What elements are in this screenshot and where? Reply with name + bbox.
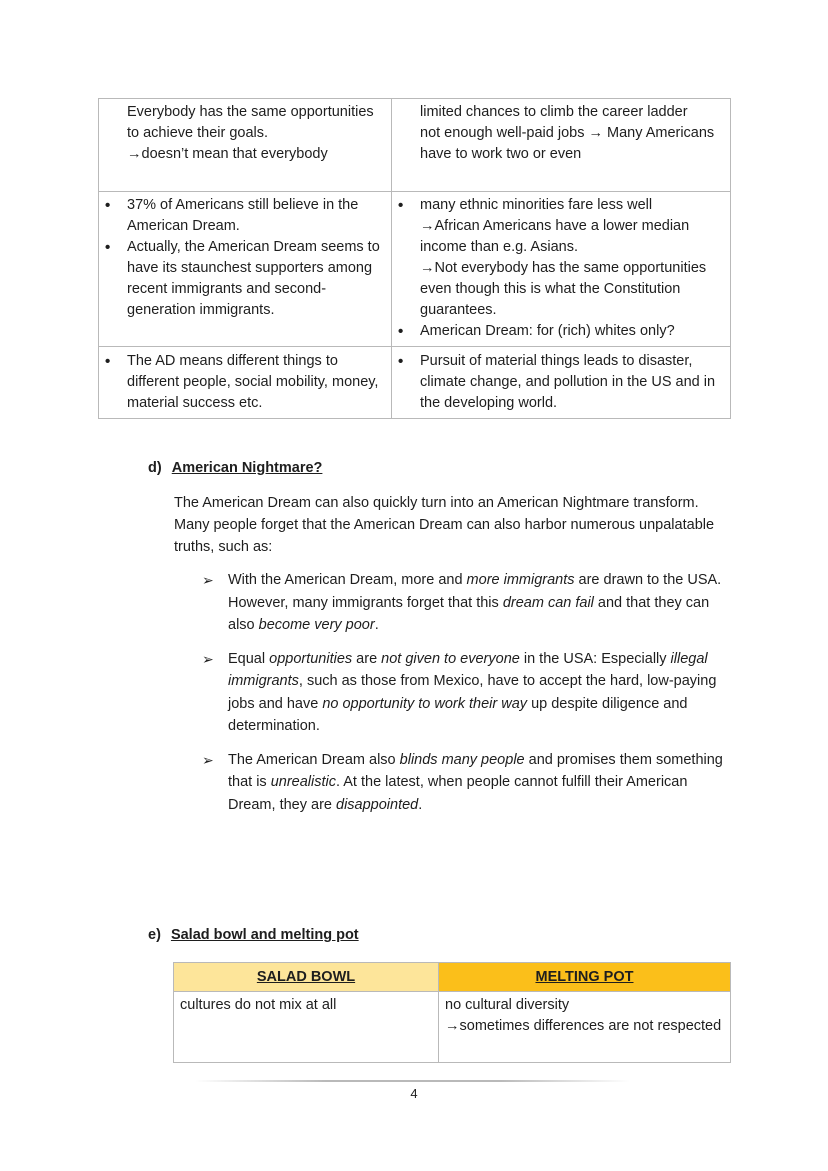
table-row: [99, 99, 731, 192]
bullet-item: • many ethnic minorities fare less well →African Americans have a lower median income than e.g. Asians. →Not everybody has the same opportunities even though this is what the Constitution guarantees.: [420, 195, 722, 321]
section-d-intro: The American Dream can also quickly turn into an American Nightmare transform. Many people forget that the American Dream can also harbor numerous unpalatable truths, such as:: [174, 495, 715, 555]
table-row: [99, 192, 731, 347]
table-row: [99, 347, 731, 419]
american-dream-table: [98, 98, 731, 419]
arrow-bullet-icon: ➢: [202, 751, 214, 768]
bullet-item: • Pursuit of material things leads to disaster, climate change, and pollution in the US and in the developing world.: [420, 351, 722, 414]
nightmare-list: [202, 569, 732, 827]
list-item: ➢ The American Dream also blinds many people and promises them something that is unrealistic. At the latest, when people cannot fulfill their American Dream, they are disappointed.: [202, 749, 732, 817]
table-cell: [392, 99, 731, 192]
salad-melting-table: [173, 962, 731, 1063]
bullet-item: • The AD means different things to different people, social mobility, money, material success etc.: [127, 351, 383, 414]
table-cell: [99, 192, 392, 347]
salad-bowl-cell: cultures do not mix at all: [174, 992, 439, 1063]
arrow-bullet-icon: ➢: [202, 650, 214, 667]
list-item: ➢ Equal opportunities are not given to everyone in the USA: Especially illegal immigrants, such as those from Mexico, have to accept the hard, low-paying jobs and have no opportunity to work their way up despite diligence and determination.: [202, 648, 732, 738]
section-e-heading: [148, 927, 359, 943]
arrow-bullet-icon: ➢: [202, 572, 214, 588]
salad-bowl-header: SALAD BOWL: [174, 963, 439, 992]
bullet-item: • not enough well-paid jobs → Many Americans have to work two or even: [420, 123, 722, 165]
melting-pot-cell: no cultural diversity →sometimes differences are not respected: [439, 992, 731, 1063]
table-cell: [392, 192, 731, 347]
page-number: 4: [410, 1086, 418, 1101]
bullet-item: • Actually, the American Dream seems to have its staunchest supporters among recent immigrants and second-generation immigrants.: [127, 237, 383, 321]
section-title: American Nightmare?: [171, 460, 323, 476]
footer-divider: [195, 1080, 630, 1082]
section-marker: e): [148, 927, 161, 943]
table-cell: [99, 347, 392, 419]
section-title: Salad bowl and melting pot: [170, 927, 359, 943]
bullet-item: • Everybody has the same opportunities to achieve their goals. →doesn’t mean that everybody: [127, 102, 383, 165]
bullet-item: • 37% of Americans still believe in the American Dream.: [127, 195, 383, 237]
bullet-item: • limited chances to climb the career ladder: [420, 102, 722, 123]
section-d-heading: [148, 460, 322, 476]
table-row: [174, 992, 731, 1063]
melting-pot-header: MELTING POT: [439, 963, 731, 992]
bullet-item: • American Dream: for (rich) whites only?: [420, 321, 722, 342]
table-header-row: [174, 963, 731, 992]
section-marker: d): [148, 460, 162, 476]
table-cell: [99, 99, 392, 192]
list-item: ➢ With the American Dream, more and more immigrants are drawn to the USA. However, many immigrants forget that this dream can fail and that they can also become very poor.: [202, 569, 732, 637]
table-cell: [392, 347, 731, 419]
